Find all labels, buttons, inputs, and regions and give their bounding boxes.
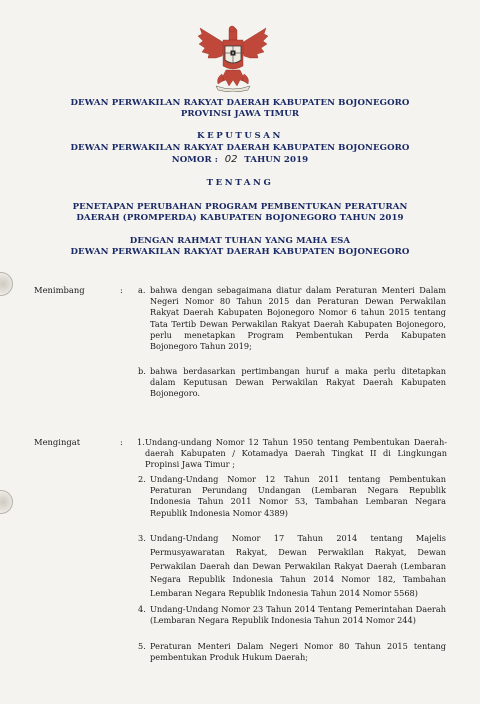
mengingat-item-4 [138, 604, 446, 626]
decree-number-value: 02 [224, 154, 238, 165]
menimbang-colon: : [120, 285, 123, 295]
mengingat-item-1 [137, 437, 447, 471]
item-text: Undang-Undang Nomor 17 Tahun 2014 tentang Majelis Permusyawaratan Rakyat, Dewan Perwakilan Rakyat, Dewan Perwakilan Daerah dan Dewan Perwakilan Rakyat Daerah (Lembaran Negara Republik Indonesia Tahun 2014 Nomor 182, Tambahan Lembaran Negara Republik Indonesia Tahun 2014 Nomor 5568) [150, 533, 446, 599]
decree-number-year: TAHUN 2019 [244, 155, 309, 165]
item-text: Undang-Undang Nomor 23 Tahun 2014 Tentang Pemerintahan Daerah (Lembaran Negara Republik Indonesia Tahun 2014 Nomor 244) [150, 604, 446, 626]
garuda-emblem-icon [196, 22, 270, 92]
item-text: bahwa berdasarkan pertimbangan huruf a maka perlu ditetapkan dalam Keputusan Dewan Perwakilan Rakyat Daerah Kabupaten Bojonegoro. [150, 366, 446, 399]
item-number: a. [138, 285, 146, 295]
menimbang-item-b [138, 366, 446, 400]
mengingat-item-3 [138, 532, 446, 601]
mengingat-item-5 [138, 641, 446, 663]
item-text: bahwa dengan sebagaimana diatur dalam Peraturan Menteri Dalam Negeri Nomor 80 Tahun 2015 dan Peraturan Dewan Perwakilan Rakyat Daerah Kabupaten Bojonegoro Nomor 6 tahun 2015 tentang Tata Tertib Dewan Perwakilan Rakyat Daerah Kabupaten Bojonegoro, perlu menetapkan Program Pembentukan Perda Kabupaten Bojonegoro Tahun 2019; [150, 285, 446, 352]
item-number: 3. [138, 533, 146, 543]
item-text: Undang-undang Nomor 12 Tahun 1950 tentang Pembentukan Daerah-daerah Kabupaten / Kotamadya Daerah Tingkat II di Lingkungan Propinsi Jawa Timur ; [145, 437, 447, 470]
province-name: PROVINSI JAWA TIMUR [180, 109, 300, 119]
menimbang-label: Menimbang [34, 285, 85, 295]
item-number: 1. [137, 437, 145, 447]
punch-hole [0, 490, 13, 514]
menimbang-item-a [138, 285, 446, 352]
issuer-line: DEWAN PERWAKILAN RAKYAT DAERAH KABUPATEN BOJONEGORO [70, 247, 410, 257]
decree-title-line2: DAERAH (PROMPERDA) KABUPATEN BOJONEGORO TAHUN 2019 [76, 213, 404, 223]
punch-hole [0, 272, 13, 296]
item-text: Peraturan Menteri Dalam Negeri Nomor 80 Tahun 2015 tentang pembentukan Produk Hukum Daerah; [150, 641, 446, 663]
decree-number [0, 154, 480, 165]
mengingat-item-2 [138, 474, 446, 519]
item-number: 4. [138, 604, 146, 614]
mengingat-label: Mengingat [34, 437, 81, 447]
institution-name: DEWAN PERWAKILAN RAKYAT DAERAH KABUPATEN BOJONEGORO [70, 98, 410, 108]
decree-heading: KEPUTUSAN [197, 131, 283, 141]
item-text: Undang-Undang Nomor 12 Tahun 2011 tentang Pembentukan Peraturan Perundang Undangan (Lembaran Negara Republik Indonesia Tahun 2011 Nomor 53, Tambahan Lembaran Negara Republik Indonesia Nomor 4389) [150, 474, 446, 518]
about-heading: TENTANG [206, 178, 274, 188]
issuer-name: DEWAN PERWAKILAN RAKYAT DAERAH KABUPATEN BOJONEGORO [70, 143, 410, 153]
decree-title-line1: PENETAPAN PERUBAHAN PROGRAM PEMBENTUKAN PERATURAN [72, 202, 408, 212]
decree-number-prefix: NOMOR : [171, 155, 219, 165]
blessing-line: DENGAN RAHMAT TUHAN YANG MAHA ESA [129, 236, 351, 246]
item-number: 5. [138, 641, 146, 651]
mengingat-colon: : [120, 437, 123, 447]
item-number: b. [138, 366, 146, 376]
item-number: 2. [138, 474, 146, 484]
